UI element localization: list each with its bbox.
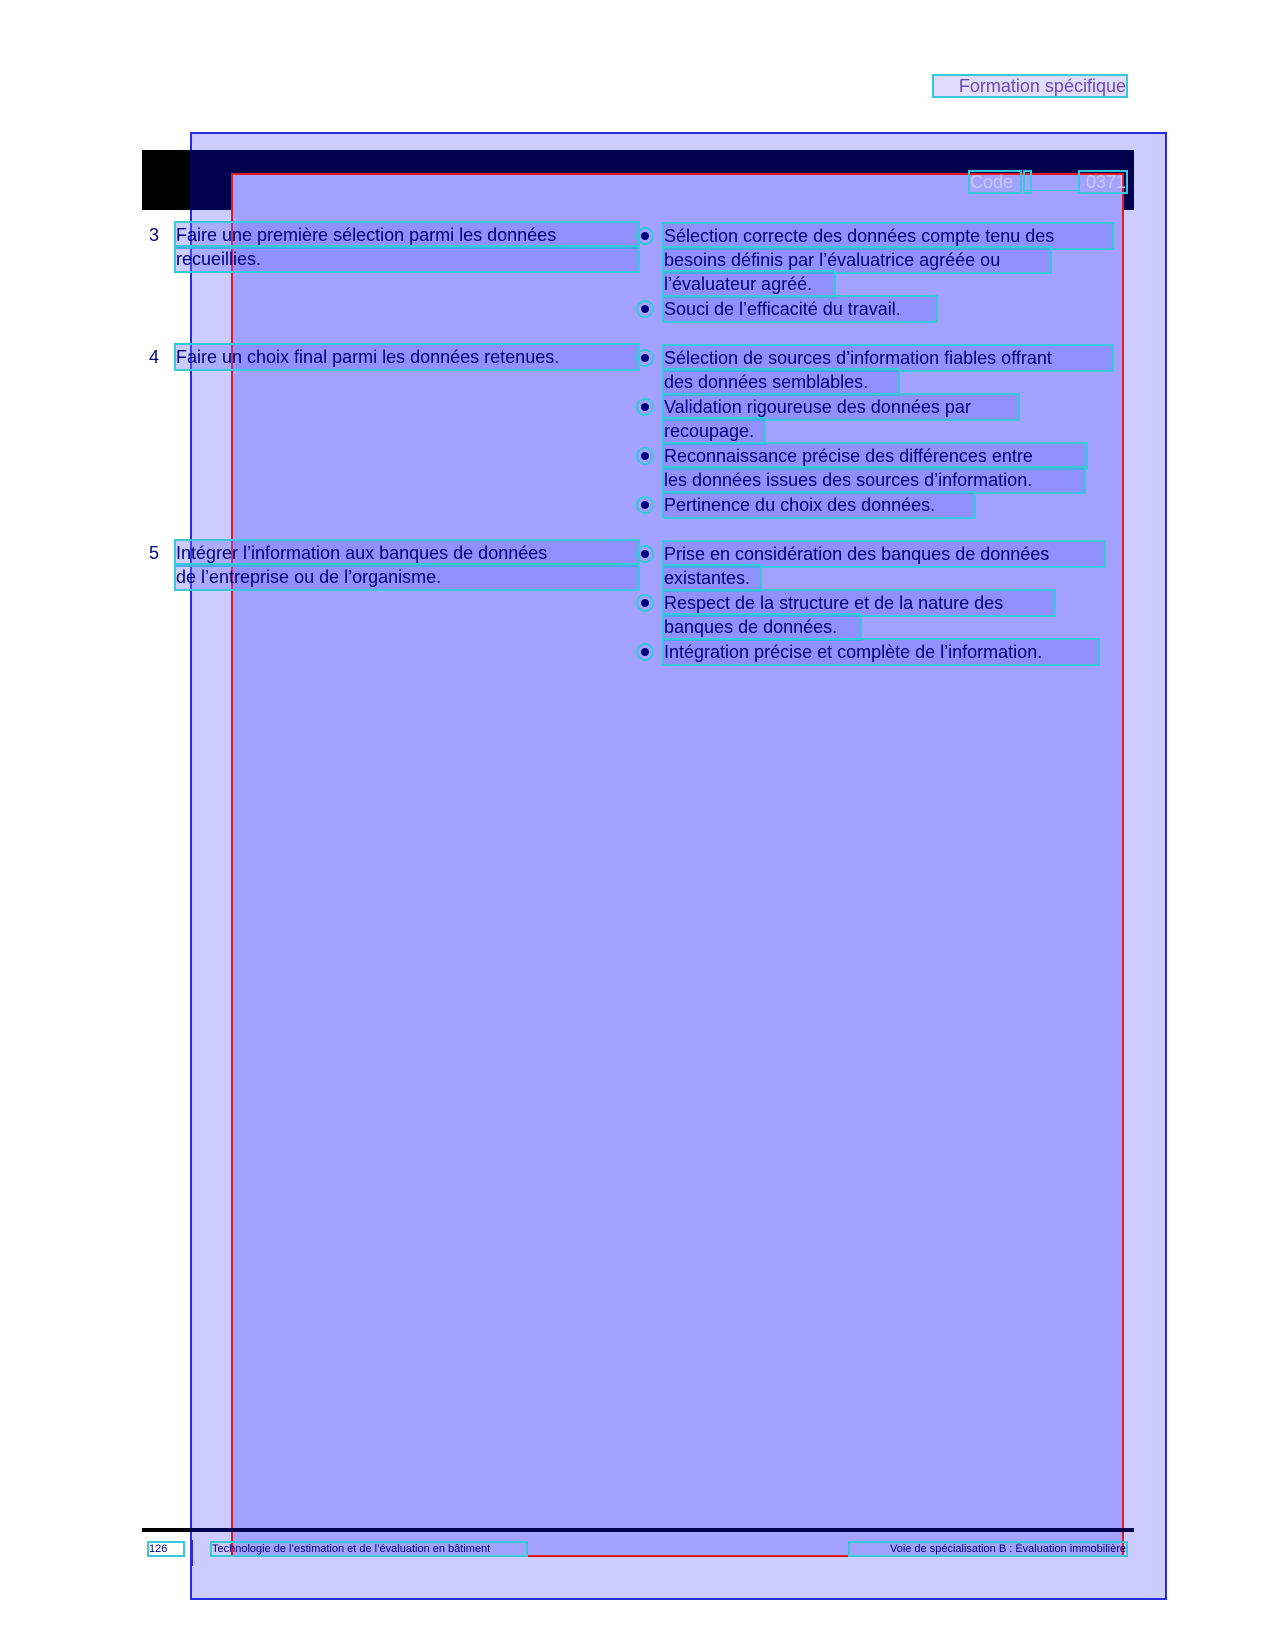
footer-rule-overlay bbox=[190, 1528, 1134, 1532]
criterion-line: Respect de la structure et de la nature des bbox=[664, 591, 1054, 615]
bullet-icon bbox=[641, 232, 649, 240]
code-value: 0371 bbox=[1080, 172, 1126, 192]
section-label: Formation spécifique bbox=[934, 76, 1126, 96]
criterion-line: Intégration précise et complète de l’information. bbox=[664, 640, 1098, 664]
criterion-line: Reconnaissance précise des différences entre bbox=[664, 444, 1086, 468]
task-number: 4 bbox=[149, 347, 160, 367]
criterion-line: banques de données. bbox=[664, 615, 860, 639]
bullet-icon bbox=[641, 648, 649, 656]
criterion-line: Prise en considération des banques de données bbox=[664, 542, 1104, 566]
criterion-line: Validation rigoureuse des données par bbox=[664, 395, 1018, 419]
criterion-line: recoupage. bbox=[664, 419, 764, 443]
criterion-line: besoins définis par l’évaluatrice agréée ou bbox=[664, 248, 1050, 272]
criterion-line: existantes. bbox=[664, 566, 760, 590]
bullet-icon bbox=[641, 452, 649, 460]
bullet-icon bbox=[641, 305, 649, 313]
bullet-icon bbox=[641, 501, 649, 509]
code-separator bbox=[1025, 172, 1030, 192]
bullet-icon bbox=[641, 550, 649, 558]
criterion-line: Sélection correcte des données compte tenu des bbox=[664, 224, 1112, 248]
task-number: 5 bbox=[149, 543, 160, 563]
footer-marker bbox=[191, 1540, 193, 1566]
footer-left-text: Technologie de l’estimation et de l’évaluation en bâtiment bbox=[212, 1543, 526, 1555]
task-text-line: Intégrer l’information aux banques de données bbox=[176, 541, 638, 565]
bullet-icon bbox=[641, 599, 649, 607]
criterion-line: Souci de l’efficacité du travail. bbox=[664, 297, 936, 321]
criterion-line: Pertinence du choix des données. bbox=[664, 493, 974, 517]
code-underline bbox=[1025, 190, 1080, 191]
code-label: Code : bbox=[970, 172, 1024, 192]
criterion-line: Sélection de sources d’information fiables offrant bbox=[664, 346, 1112, 370]
task-text-line: Faire un choix final parmi les données retenues. bbox=[176, 345, 638, 369]
bullet-icon bbox=[641, 403, 649, 411]
footer-right-text: Voie de spécialisation B : Évaluation immobilière bbox=[850, 1543, 1126, 1555]
criterion-line: des données semblables. bbox=[664, 370, 898, 394]
page-number: 126 bbox=[149, 1543, 183, 1555]
criterion-line: l’évaluateur agréé. bbox=[664, 272, 834, 296]
criterion-line: les données issues des sources d’information. bbox=[664, 468, 1084, 492]
bullet-icon bbox=[641, 354, 649, 362]
task-text-line: Faire une première sélection parmi les données bbox=[176, 223, 638, 247]
task-text-line: de l’entreprise ou de l’organisme. bbox=[176, 565, 638, 589]
task-text-line: recueillies. bbox=[176, 247, 638, 271]
task-number: 3 bbox=[149, 225, 160, 245]
